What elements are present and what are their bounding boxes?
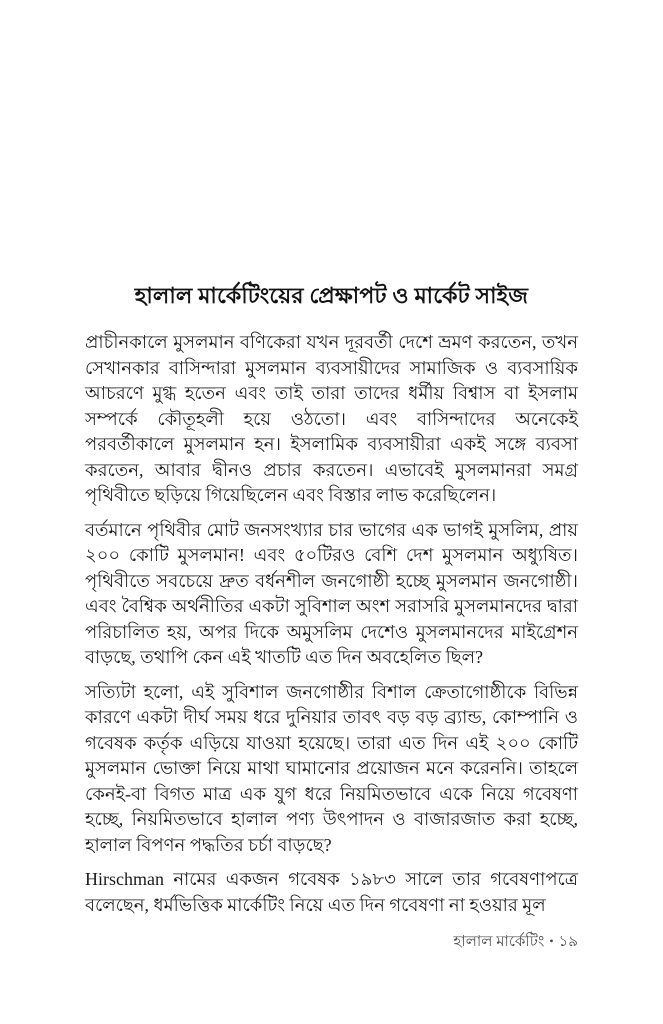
page-content (85, 279, 578, 927)
page-number: ১৯ (558, 934, 578, 950)
body-paragraph-1: প্রাচীনকালে মুসলমান বণিকেরা যখন দূরবর্তী দেশে ভ্রমণ করতেন, তখন সেখানকার বাসিন্দারা মুসলমান ব্যবসায়ীদের সামাজিক ও ব্যবসায়িক আচরণে মুগ্ধ হতেন এবং তাই তারা তাদের ধর্মীয় বিশ্বাস বা ইসলাম সম্পর্কে কৌতূহলী হয়ে ওঠতো। এবং বাসিন্দাদের অনেকেই পরবর্তীকালে মুসলমান হন। ইসলামিক ব্যবসায়ীরা একই সঙ্গে ব্যবসা করতেন, আবার দ্বীনও প্রচার করতেন। এভাবেই মুসলমানরা সমগ্র পৃথিবীতে ছড়িয়ে গিয়েছিলেন এবং বিস্তার লাভ করেছিলেন। (85, 332, 578, 505)
body-paragraph-2: বর্তমানে পৃথিবীর মোট জনসংখ্যার চার ভাগের এক ভাগই মুসলিম, প্রায় ২০০ কোটি মুসলমান! এবং ৫০টিরও বেশি দেশ মুসলমান অধ্যুষিত। পৃথিবীতে সবচেয়ে দ্রুত বর্ধনশীল জনগোষ্ঠী হচ্ছে মুসলমান জনগোষ্ঠী। এবং বৈশ্বিক অর্থনীতির একটা সুবিশাল অংশ সরাসরি মুসলমানদের দ্বারা পরিচালিত হয়, অপর দিকে অমুসলিম দেশেও মুসলমানদের মাইগ্রেশন বাড়ছে, তথাপি কেন এই খাতটি এত দিন অবহেলিত ছিল? (85, 519, 578, 667)
body-paragraph-3: সত্যিটা হলো, এই সুবিশাল জনগোষ্ঠীর বিশাল ক্রেতাগোষ্ঠীকে বিভিন্ন কারণে একটা দীর্ঘ সময় ধরে দুনিয়ার তাবৎ বড় বড় ব্র্যান্ড, কোম্পানি ও গবেষক কর্তৃক এড়িয়ে যাওয়া হয়েছে। তারা এত দিন এই ২০০ কোটি মুসলমান ভোক্তা নিয়ে মাথা ঘামানোর প্রয়োজন মনে করেননি। তাহলে কেনই-বা বিগত মাত্র এক যুগ ধরে নিয়মিতভাবে একে নিয়ে গবেষণা হচ্ছে, নিয়মিতভাবে হালাল পণ্য উৎপাদন ও বাজারজাত করা হচ্ছে, হালাল বিপণন পদ্ধতির চর্চা বাড়ছে? (85, 681, 578, 855)
chapter-title: হালাল মার্কেটিংয়ের প্রেক্ষাপট ও মার্কেট সাইজ (134, 283, 529, 308)
page-footer (454, 931, 578, 952)
running-title: হালাল মার্কেটিং (453, 934, 545, 950)
bullet-separator-icon: • (549, 934, 554, 948)
body-paragraph-4: Hirschman নামের একজন গবেষক ১৯৮৩ সালে তার গবেষণাপত্রে বলেছেন, ধর্মভিত্তিক মার্কেটিং নিয়ে এত দিন গবেষণা না হওয়ার মূল (85, 869, 578, 915)
